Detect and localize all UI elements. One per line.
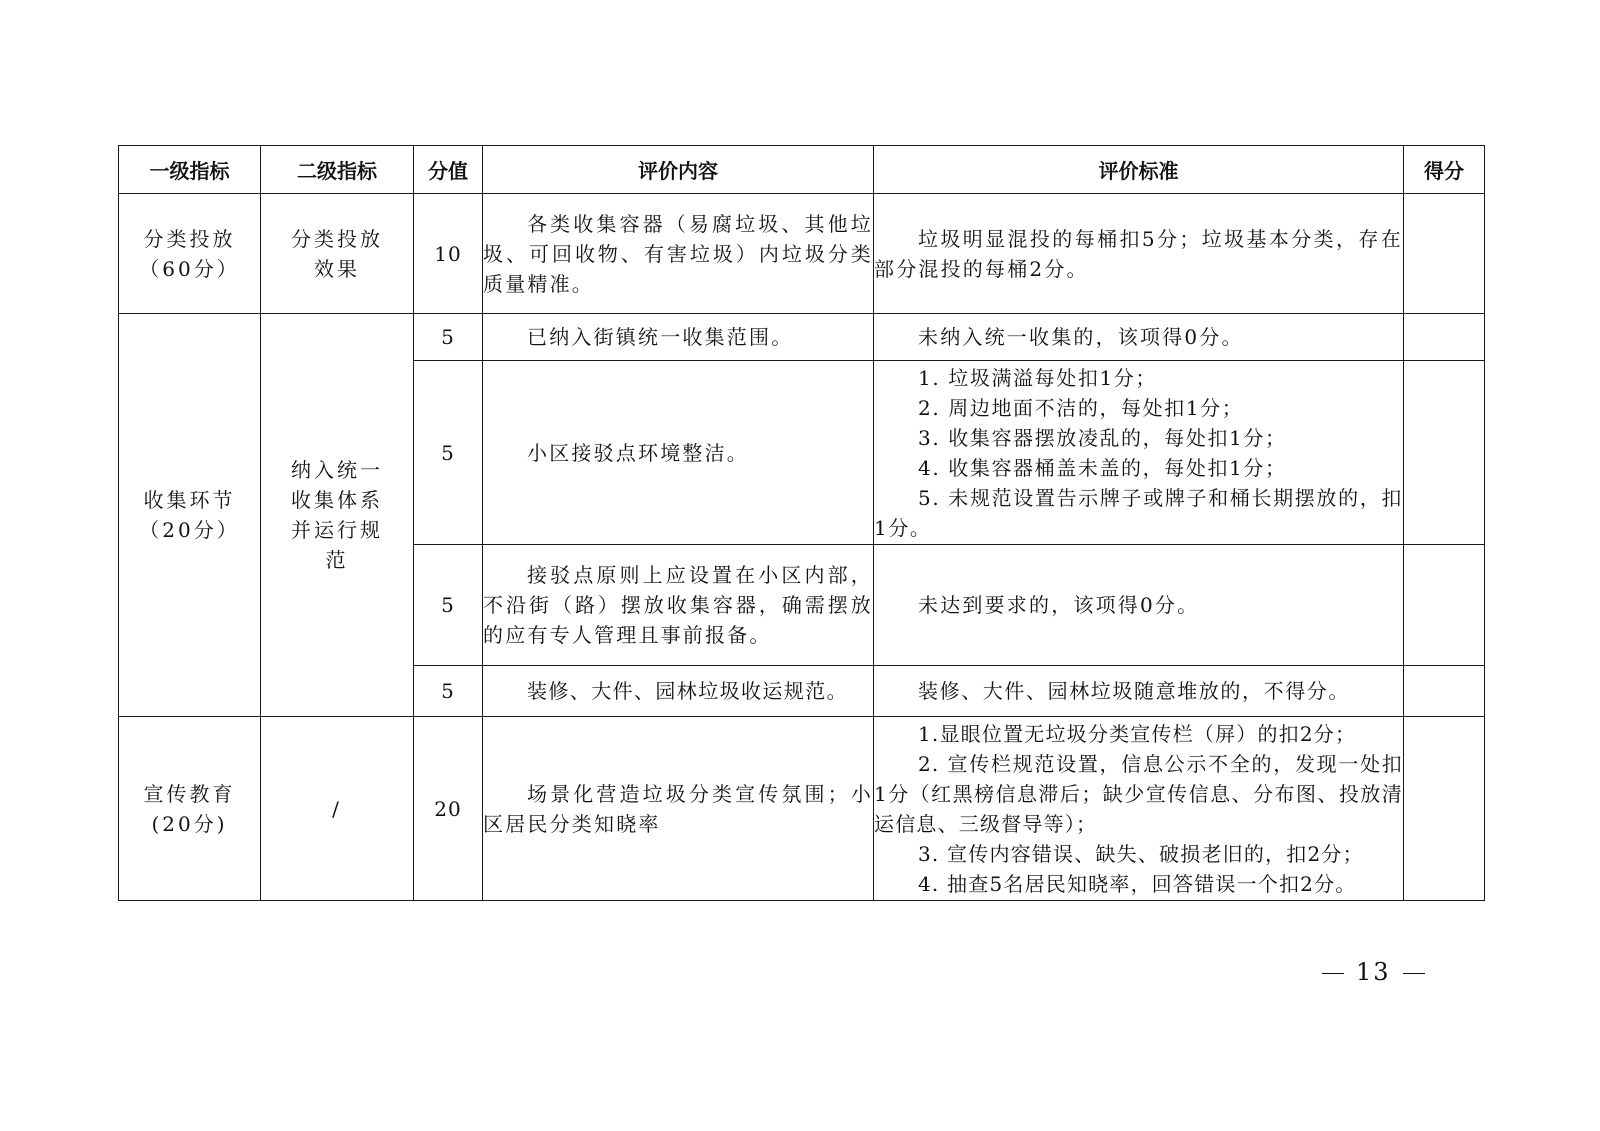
points-cell (1404, 194, 1485, 314)
header-points: 得分 (1404, 146, 1485, 194)
table-row (119, 314, 1485, 361)
header-level1: 一级指标 (119, 146, 261, 194)
content-text: 已纳入街镇统一收集范围。 (527, 325, 794, 349)
criteria-line: 1. 垃圾满溢每处扣1分； (918, 365, 1157, 390)
page-number-text: 13 (1356, 958, 1391, 986)
content-cell (483, 194, 874, 314)
criteria-line: 4. 抽查5名居民知晓率，回答错误一个扣2分。 (918, 871, 1357, 896)
content-text: 各类收集容器（易腐垃圾、其他垃圾、可回收物、有害垃圾）内垃圾分类质量精准。 (483, 211, 873, 296)
criteria-text: 装修、大件、园林垃圾随意堆放的，不得分。 (918, 679, 1350, 703)
evaluation-table (118, 145, 1485, 901)
points-cell (1404, 361, 1485, 545)
criteria-line: 2. 周边地面不洁的，每处扣1分； (918, 395, 1244, 420)
dash-right (1403, 973, 1425, 974)
content-text: 场景化营造垃圾分类宣传氛围；小区居民分类知晓率 (483, 781, 873, 836)
level1-cell: 宣传教育(20分) (119, 717, 261, 901)
points-cell (1404, 666, 1485, 717)
table-row (119, 717, 1485, 901)
content-cell (483, 545, 874, 666)
header-criteria: 评价标准 (874, 146, 1404, 194)
header-score: 分值 (414, 146, 483, 194)
score-cell: 5 (414, 545, 483, 666)
criteria-line: 2. 宣传栏规范设置，信息公示不全的，发现一处扣1分（红黑榜信息滞后；缺少宣传信息、分布图、投放清运信息、三级督导等）； (874, 751, 1403, 836)
criteria-cell (874, 314, 1404, 361)
points-cell (1404, 717, 1485, 901)
criteria-text: 未纳入统一收集的，该项得0分。 (918, 325, 1244, 349)
content-cell (483, 361, 874, 545)
score-cell: 5 (414, 314, 483, 361)
dash-left (1322, 973, 1344, 974)
content-cell (483, 666, 874, 717)
page-number (1310, 958, 1437, 986)
criteria-line: 4. 收集容器桶盖未盖的，每处扣1分； (918, 455, 1287, 480)
score-cell: 5 (414, 361, 483, 545)
content-text: 装修、大件、园林垃圾收运规范。 (527, 679, 848, 703)
score-cell: 10 (414, 194, 483, 314)
level1-cell: 收集环节（20分） (119, 314, 261, 717)
points-cell (1404, 314, 1485, 361)
criteria-cell (874, 717, 1404, 901)
score-cell: 20 (414, 717, 483, 901)
criteria-cell (874, 194, 1404, 314)
content-cell (483, 314, 874, 361)
criteria-line: 5. 未规范设置告示牌子或牌子和桶长期摆放的，扣1分。 (874, 485, 1403, 540)
level2-cell: / (261, 717, 414, 901)
level1-cell: 分类投放（60分） (119, 194, 261, 314)
criteria-line: 3. 收集容器摆放凌乱的，每处扣1分； (918, 425, 1287, 450)
table-row (119, 194, 1485, 314)
criteria-text: 未达到要求的，该项得0分。 (918, 593, 1200, 617)
criteria-cell (874, 666, 1404, 717)
level2-cell: 分类投放效果 (261, 194, 414, 314)
criteria-text: 垃圾明显混投的每桶扣5分；垃圾基本分类，存在部分混投的每桶2分。 (874, 226, 1403, 281)
table-header-row (119, 146, 1485, 194)
level2-cell: 纳入统一收集体系并运行规范 (261, 314, 414, 717)
content-text: 小区接驳点环境整洁。 (527, 440, 749, 465)
header-level2: 二级指标 (261, 146, 414, 194)
points-cell (1404, 545, 1485, 666)
content-cell (483, 717, 874, 901)
score-cell: 5 (414, 666, 483, 717)
criteria-cell (874, 545, 1404, 666)
header-content: 评价内容 (483, 146, 874, 194)
criteria-line: 1.显眼位置无垃圾分类宣传栏（屏）的扣2分； (918, 721, 1357, 746)
criteria-cell (874, 361, 1404, 545)
content-text: 接驳点原则上应设置在小区内部，不沿街（路）摆放收集容器，确需摆放的应有专人管理且事前报备。 (483, 563, 873, 647)
criteria-line: 3. 宣传内容错误、缺失、破损老旧的，扣2分； (918, 841, 1364, 866)
